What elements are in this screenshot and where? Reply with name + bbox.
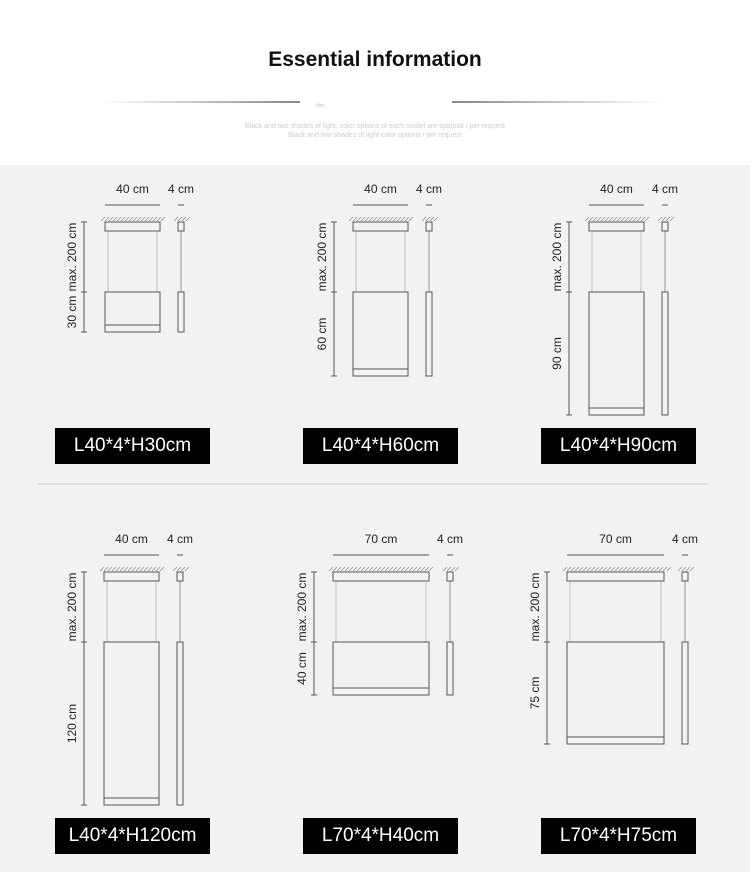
ceiling-hatch — [186, 217, 190, 221]
ceiling-hatch — [447, 567, 451, 571]
ceiling-hatch — [686, 567, 690, 571]
size-label: L40*4*H90cm — [541, 428, 696, 464]
ceiling-hatch — [381, 217, 385, 221]
max-height-label: max. 200 cm — [528, 572, 542, 642]
ceiling-hatch — [667, 567, 671, 571]
ceiling-hatch — [651, 567, 655, 571]
ceiling-hatch — [585, 217, 589, 221]
lamp-base — [353, 369, 408, 376]
ceiling-hatch — [104, 567, 108, 571]
ceiling-hatch — [137, 217, 141, 221]
ceiling-hatch — [397, 567, 401, 571]
ceiling-hatch — [429, 567, 433, 571]
ceiling-hatch — [113, 217, 117, 221]
ceiling-hatch — [430, 217, 434, 221]
height-label: 120 cm — [65, 703, 79, 744]
ceiling-hatch — [153, 217, 157, 221]
ceiling-hatch — [389, 217, 393, 221]
max-height-label: max. 200 cm — [315, 222, 329, 292]
width-label: 40 cm — [116, 182, 149, 196]
canopy — [333, 572, 429, 581]
ceiling-hatch — [109, 217, 113, 221]
ceiling-hatch — [133, 217, 137, 221]
ceiling-hatch — [682, 567, 686, 571]
size-label: L70*4*H75cm — [541, 818, 696, 854]
ceiling-hatch — [401, 217, 405, 221]
ceiling-hatch — [182, 217, 186, 221]
canopy — [567, 572, 664, 581]
ceiling-hatch — [117, 217, 121, 221]
ceiling-hatch — [329, 567, 333, 571]
side-body — [177, 642, 183, 805]
ceiling-hatch — [161, 217, 165, 221]
ceiling-hatch — [377, 217, 381, 221]
ceiling-hatch — [639, 567, 643, 571]
ceiling-hatch — [662, 217, 666, 221]
ceiling-hatch — [124, 567, 128, 571]
ceiling-hatch — [643, 567, 647, 571]
lamp-base — [104, 798, 159, 805]
ceiling-hatch — [341, 567, 345, 571]
lamp-base — [105, 325, 160, 332]
ceiling-hatch — [655, 567, 659, 571]
ceiling-hatch — [381, 567, 385, 571]
ceiling-hatch — [121, 217, 125, 221]
ceiling-hatch — [361, 567, 365, 571]
ceiling-hatch — [101, 217, 105, 221]
ceiling-hatch — [148, 567, 152, 571]
ceiling-hatch — [611, 567, 615, 571]
lamp-body — [105, 292, 160, 332]
lamp-base — [567, 737, 664, 744]
ceiling-hatch — [575, 567, 579, 571]
ceiling-hatch — [393, 567, 397, 571]
ceiling-hatch — [443, 567, 447, 571]
size-label: L40*4*H120cm — [55, 818, 210, 854]
description-line: Black and two shades of light, color options of each model are optional / per request — [245, 123, 505, 130]
ceiling-hatch — [373, 217, 377, 221]
ceiling-hatch — [563, 567, 567, 571]
ceiling-hatch — [609, 217, 613, 221]
ceiling-hatch — [108, 567, 112, 571]
side-body — [682, 642, 688, 744]
side-canopy — [447, 572, 453, 581]
lamp-body — [589, 292, 644, 415]
ceiling-hatch — [434, 217, 438, 221]
description-line: Black and two shades of light color options / per request — [288, 132, 462, 139]
ceiling-hatch — [613, 217, 617, 221]
depth-label: 4 cm — [436, 532, 464, 546]
ceiling-hatch — [629, 217, 633, 221]
ceiling-hatch — [373, 567, 377, 571]
ceiling-hatch — [678, 567, 682, 571]
ceiling-hatch — [663, 567, 667, 571]
width-label: 70 cm — [364, 532, 398, 546]
ceiling-hatch — [589, 217, 593, 221]
ceiling-hatch — [149, 217, 153, 221]
ceiling-hatch — [136, 567, 140, 571]
depth-label: 4 cm — [415, 182, 443, 196]
ceiling-hatch — [583, 567, 587, 571]
ceiling-hatch — [152, 567, 156, 571]
ceiling-hatch — [425, 567, 429, 571]
lamp-base — [589, 408, 644, 415]
ceiling-hatch — [144, 567, 148, 571]
ceiling-hatch — [641, 217, 645, 221]
ceiling-hatch — [100, 567, 104, 571]
depth-label: 4 cm — [651, 182, 679, 196]
ceiling-hatch — [369, 567, 373, 571]
canopy — [353, 222, 408, 231]
ceiling-hatch — [397, 217, 401, 221]
ceiling-hatch — [619, 567, 623, 571]
ceiling-hatch — [145, 217, 149, 221]
height-label: 30 cm — [65, 295, 79, 329]
ceiling-hatch — [607, 567, 611, 571]
side-canopy — [662, 222, 668, 231]
ceiling-hatch — [422, 217, 426, 221]
ceiling-hatch — [631, 567, 635, 571]
max-height-label: max. 200 cm — [550, 222, 564, 292]
side-body — [447, 642, 453, 695]
ceiling-hatch — [140, 567, 144, 571]
ceiling-hatch — [426, 217, 430, 221]
ceiling-hatch — [599, 567, 603, 571]
canopy — [105, 222, 160, 231]
ceiling-hatch — [593, 217, 597, 221]
ceiling-hatch — [365, 217, 369, 221]
lamp-base — [333, 688, 429, 695]
side-canopy — [426, 222, 432, 231]
size-label: L40*4*H30cm — [55, 428, 210, 464]
lamp-body — [567, 642, 664, 744]
ceiling-hatch — [645, 217, 649, 221]
ceiling-hatch — [635, 567, 639, 571]
side-canopy — [178, 222, 184, 231]
ceiling-hatch — [345, 567, 349, 571]
height-label: 90 cm — [550, 337, 564, 370]
ceiling-hatch — [112, 567, 116, 571]
side-body — [178, 292, 184, 332]
ceiling-hatch — [571, 567, 575, 571]
ceiling-hatch — [357, 217, 361, 221]
canopy — [589, 222, 644, 231]
ceiling-hatch — [349, 217, 353, 221]
ceiling-hatch — [385, 567, 389, 571]
ceiling-hatch — [409, 217, 413, 221]
ceiling-hatch — [333, 567, 337, 571]
max-height-label: max. 200 cm — [295, 572, 309, 642]
lamp-body — [353, 292, 408, 376]
ceiling-hatch — [353, 217, 357, 221]
width-label: 40 cm — [364, 182, 397, 196]
ceiling-hatch — [455, 567, 459, 571]
ceiling-hatch — [409, 567, 413, 571]
ceiling-hatch — [357, 567, 361, 571]
ceiling-hatch — [116, 567, 120, 571]
subtitle: dim — [316, 103, 325, 109]
ceiling-hatch — [587, 567, 591, 571]
ceiling-hatch — [417, 567, 421, 571]
ceiling-hatch — [393, 217, 397, 221]
ceiling-hatch — [125, 217, 129, 221]
ceiling-hatch — [591, 567, 595, 571]
ceiling-hatch — [132, 567, 136, 571]
ceiling-hatch — [141, 217, 145, 221]
ceiling-hatch — [637, 217, 641, 221]
ceiling-hatch — [178, 217, 182, 221]
ceiling-hatch — [405, 567, 409, 571]
ceiling-hatch — [621, 217, 625, 221]
ceiling-hatch — [567, 567, 571, 571]
ceiling-hatch — [120, 567, 124, 571]
ceiling-hatch — [623, 567, 627, 571]
ceiling-hatch — [670, 217, 674, 221]
side-canopy — [682, 572, 688, 581]
ceiling-hatch — [185, 567, 189, 571]
ceiling-hatch — [177, 567, 181, 571]
ceiling-hatch — [595, 567, 599, 571]
ceiling-hatch — [389, 567, 393, 571]
side-canopy — [177, 572, 183, 581]
ceiling-hatch — [337, 567, 341, 571]
ceiling-hatch — [617, 217, 621, 221]
ceiling-hatch — [129, 217, 133, 221]
side-body — [426, 292, 432, 376]
ceiling-hatch — [658, 217, 662, 221]
ceiling-hatch — [361, 217, 365, 221]
lamp-body — [104, 642, 159, 805]
width-label: 40 cm — [115, 532, 148, 546]
ceiling-hatch — [377, 567, 381, 571]
ceiling-hatch — [365, 567, 369, 571]
ceiling-hatch — [579, 567, 583, 571]
ceiling-hatch — [405, 217, 409, 221]
side-body — [662, 292, 668, 415]
max-height-label: max. 200 cm — [65, 222, 79, 292]
ceiling-hatch — [353, 567, 357, 571]
ceiling-hatch — [605, 217, 609, 221]
ceiling-hatch — [627, 567, 631, 571]
page-title: Essential information — [268, 48, 482, 71]
ceiling-hatch — [385, 217, 389, 221]
ceiling-hatch — [160, 567, 164, 571]
ceiling-hatch — [647, 567, 651, 571]
ceiling-hatch — [690, 567, 694, 571]
ceiling-hatch — [174, 217, 178, 221]
depth-label: 4 cm — [671, 532, 699, 546]
ceiling-hatch — [105, 217, 109, 221]
ceiling-hatch — [597, 217, 601, 221]
height-label: 75 cm — [528, 676, 542, 710]
depth-label: 4 cm — [166, 532, 194, 546]
ceiling-hatch — [369, 217, 373, 221]
max-height-label: max. 200 cm — [65, 572, 79, 642]
ceiling-hatch — [615, 567, 619, 571]
canopy — [104, 572, 159, 581]
ceiling-hatch — [451, 567, 455, 571]
height-label: 60 cm — [315, 317, 329, 351]
width-label: 70 cm — [599, 532, 632, 546]
ceiling-hatch — [625, 217, 629, 221]
size-label: L40*4*H60cm — [303, 428, 458, 464]
ceiling-hatch — [633, 217, 637, 221]
ceiling-hatch — [601, 217, 605, 221]
height-label: 40 cm — [295, 652, 309, 685]
ceiling-hatch — [666, 217, 670, 221]
size-label: L70*4*H40cm — [303, 818, 458, 854]
ceiling-hatch — [421, 567, 425, 571]
ceiling-hatch — [181, 567, 185, 571]
ceiling-hatch — [401, 567, 405, 571]
ceiling-hatch — [349, 567, 353, 571]
ceiling-hatch — [413, 567, 417, 571]
lamp-body — [333, 642, 429, 695]
ceiling-hatch — [173, 567, 177, 571]
ceiling-hatch — [128, 567, 132, 571]
ceiling-hatch — [659, 567, 663, 571]
width-label: 40 cm — [600, 182, 633, 196]
ceiling-hatch — [156, 567, 160, 571]
ceiling-hatch — [603, 567, 607, 571]
depth-label: 4 cm — [167, 182, 195, 196]
ceiling-hatch — [157, 217, 161, 221]
